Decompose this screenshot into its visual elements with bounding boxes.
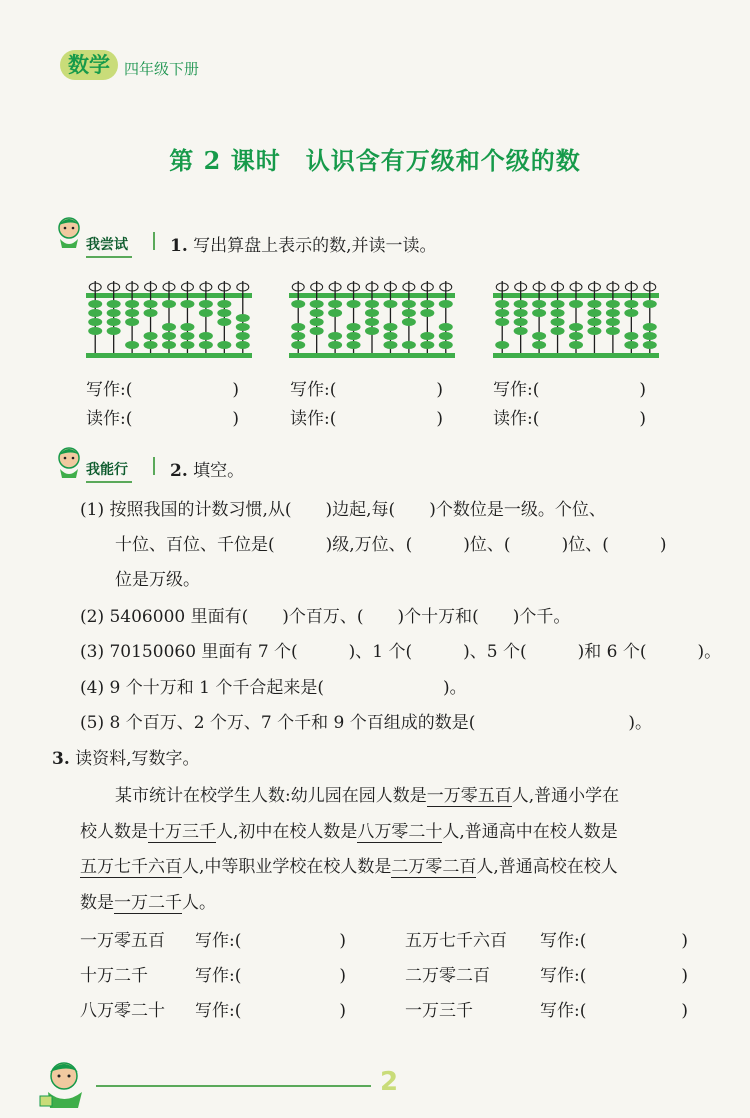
number-word: 八万零二十 [80, 1001, 165, 1021]
fill-item-1-line-1: (1) 按照我国的计数习惯,从( )边起,每( )个数位是一级。个位、 [80, 500, 606, 520]
close-paren: ) [681, 931, 689, 951]
question-number: 3. [52, 749, 70, 769]
abacus-bead [495, 341, 509, 349]
abacus-bead [347, 300, 361, 308]
abacus-bead [199, 309, 213, 317]
abacus-bead [217, 300, 231, 308]
abacus-bead [144, 309, 158, 317]
number-word: 十万二千 [80, 966, 148, 986]
abacus-bead [495, 318, 509, 326]
underlined-number-word: 二万零二百 [391, 857, 477, 877]
abacus-bead [643, 341, 657, 349]
abacus-bead [383, 341, 397, 349]
question-2 [170, 456, 244, 481]
paragraph-text: 某市统计在校学生人数:幼儿园在园人数是 [115, 786, 427, 806]
paragraph-text: 人,初中在校人数是 [216, 822, 358, 842]
write-row-2-left [80, 961, 346, 986]
close-paren: ) [339, 931, 347, 951]
abacus-bead [569, 323, 583, 331]
abacus-bead [217, 341, 231, 349]
abacus-bead [88, 300, 102, 308]
close-paren: ) [639, 409, 647, 429]
abacus-bead [402, 309, 416, 317]
abacus-bead [217, 309, 231, 317]
footer-rule [96, 1085, 371, 1087]
question-text: 填空。 [193, 461, 245, 481]
abacus-bead [328, 332, 342, 340]
abacus-bead [199, 332, 213, 340]
abacus-1-write [86, 375, 239, 400]
read-label: 读作:( [86, 409, 133, 429]
abacus-3-read [493, 404, 646, 429]
abacus-bead [310, 300, 324, 308]
abacus-bead [310, 327, 324, 335]
abacus-bead [606, 327, 620, 335]
paragraph-line-1 [115, 781, 619, 806]
child-mascot-icon [52, 445, 86, 479]
abacus-bead [347, 341, 361, 349]
abacus-bead [402, 318, 416, 326]
abacus-bead [107, 309, 121, 317]
abacus-bead [643, 332, 657, 340]
underlined-number-word: 一万零五百 [426, 786, 512, 806]
abacus-bead [180, 341, 194, 349]
lesson-title: 第 2 课时 认识含有万级和个级的数 [169, 146, 581, 175]
paragraph-line-4 [80, 888, 216, 913]
abacus-bead [180, 300, 194, 308]
abacus-bead [402, 341, 416, 349]
abacus-bead [310, 318, 324, 326]
abacus-1 [86, 279, 252, 359]
abacus-bead [236, 323, 250, 331]
abacus-bead [495, 309, 509, 317]
paragraph-text: 数是 [80, 893, 114, 913]
tag-divider [153, 457, 155, 475]
abacus-bead [624, 300, 638, 308]
abacus-bead [365, 327, 379, 335]
write-row-3-left [80, 996, 346, 1021]
abacus-bead [402, 300, 416, 308]
read-label: 读作:( [493, 409, 540, 429]
write-label: 写作:( [195, 966, 242, 986]
fill-item-5: (5) 8 个百万、2 个万、7 个千和 9 个百组成的数是( )。 [80, 713, 653, 733]
child-mascot-icon [38, 1058, 94, 1110]
abacus-bead [347, 332, 361, 340]
abacus-bead [383, 323, 397, 331]
underlined-number-word: 十万三千 [148, 822, 216, 842]
abacus-bead [107, 318, 121, 326]
abacus-bead [587, 309, 601, 317]
fill-item-1-line-2: 十位、百位、千位是( )级,万位、( )位、( )位、( ) [115, 535, 667, 555]
number-word: 一万三千 [405, 1001, 473, 1021]
abacus-bead [551, 327, 565, 335]
abacus-bead [291, 323, 305, 331]
grade-label: 四年级下册 [124, 60, 200, 78]
write-label: 写作:( [493, 380, 540, 400]
abacus-bead [532, 309, 546, 317]
fill-item-4: (4) 9 个十万和 1 个千合起来是( )。 [80, 678, 467, 698]
abacus-bead [144, 341, 158, 349]
abacus-bead [88, 327, 102, 335]
write-label: 写作:( [540, 931, 587, 951]
underlined-number-word: 五万七千六百 [80, 857, 182, 877]
abacus-bead [439, 323, 453, 331]
abacus-bead [532, 300, 546, 308]
abacus-bead [643, 323, 657, 331]
abacus-bead [514, 300, 528, 308]
abacus-bead [532, 341, 546, 349]
paragraph-line-3 [80, 852, 618, 877]
abacus-bead [180, 332, 194, 340]
paragraph-line-2 [80, 817, 618, 842]
abacus-bead [365, 300, 379, 308]
underlined-number-word: 一万二千 [114, 893, 182, 913]
write-row-1-right [405, 926, 688, 951]
can-tag: 我能行 [86, 459, 132, 483]
abacus-bead [88, 318, 102, 326]
abacus-bead [199, 300, 213, 308]
write-row-3-right [405, 996, 688, 1021]
close-paren: ) [681, 1001, 689, 1021]
abacus-bead [606, 300, 620, 308]
paragraph-text: 校人数是 [80, 822, 148, 842]
abacus-bead [569, 332, 583, 340]
child-mascot-icon [52, 215, 86, 249]
abacus-bead [569, 341, 583, 349]
write-label: 写作:( [540, 966, 587, 986]
close-paren: ) [436, 409, 444, 429]
close-paren: ) [681, 966, 689, 986]
paragraph-text: 人,普通高中在校人数是 [442, 822, 618, 842]
abacus-bead [291, 341, 305, 349]
abacus-bead [328, 341, 342, 349]
close-paren: ) [339, 966, 347, 986]
abacus-1-read [86, 404, 239, 429]
abacus-bead [328, 300, 342, 308]
subject-badge: 数学 [60, 50, 118, 80]
abacus-bead [236, 314, 250, 322]
abacus-bead [144, 300, 158, 308]
abacus-2 [289, 279, 455, 359]
abacus-bead [328, 309, 342, 317]
abacus-2-read [290, 404, 443, 429]
abacus-bead [180, 323, 194, 331]
abacus-bead [587, 327, 601, 335]
abacus-bead [217, 318, 231, 326]
question-number: 1. [170, 236, 188, 256]
number-word: 一万零五百 [80, 931, 165, 951]
abacus-bead [347, 323, 361, 331]
write-label: 写作:( [540, 1001, 587, 1021]
abacus-bead [514, 309, 528, 317]
abacus-bead [643, 300, 657, 308]
question-text: 写出算盘上表示的数,并读一读。 [193, 236, 437, 256]
abacus-bead [495, 300, 509, 308]
abacus-bead [125, 318, 139, 326]
abacus-bead [569, 300, 583, 308]
abacus-bead [439, 300, 453, 308]
abacus-bead [420, 300, 434, 308]
abacus-bead [236, 341, 250, 349]
abacus-bead [291, 300, 305, 308]
abacus-bead [514, 327, 528, 335]
fill-item-1-line-3: 位是万级。 [115, 570, 200, 590]
abacus-bead [420, 309, 434, 317]
question-text: 读资料,写数字。 [75, 749, 200, 769]
abacus-bead [144, 332, 158, 340]
abacus-bead [310, 309, 324, 317]
close-paren: ) [232, 380, 240, 400]
close-paren: ) [436, 380, 444, 400]
number-word: 五万七千六百 [405, 931, 507, 951]
abacus-bead [587, 300, 601, 308]
underlined-number-word: 八万零二十 [357, 822, 443, 842]
paragraph-text: 人,普通高校在校人 [476, 857, 618, 877]
abacus-bead [107, 327, 121, 335]
abacus-bead [420, 332, 434, 340]
question-1 [170, 231, 437, 256]
number-word: 二万零二百 [405, 966, 490, 986]
abacus-bead [107, 300, 121, 308]
paragraph-text: 人,普通小学在 [511, 786, 620, 806]
abacus-bead [420, 341, 434, 349]
fill-item-3: (3) 70150060 里面有 7 个( )、1 个( )、5 个( )和 6 个( )。 [80, 642, 722, 662]
abacus-bead [236, 332, 250, 340]
abacus-bead [365, 309, 379, 317]
abacus-bead [551, 300, 565, 308]
abacus-bead [624, 332, 638, 340]
abacus-bead [606, 309, 620, 317]
abacus-bead [125, 300, 139, 308]
abacus-bead [514, 318, 528, 326]
abacus-3 [493, 279, 659, 359]
fill-item-2: (2) 5406000 里面有( )个百万、( )个十万和( )个千。 [80, 607, 571, 627]
abacus-bead [383, 300, 397, 308]
abacus-bead [587, 318, 601, 326]
write-label: 写作:( [290, 380, 337, 400]
abacus-bead [624, 309, 638, 317]
abacus-bead [162, 323, 176, 331]
question-3 [52, 744, 200, 769]
write-label: 写作:( [86, 380, 133, 400]
abacus-bead [199, 341, 213, 349]
close-paren: ) [639, 380, 647, 400]
abacus-bead [125, 341, 139, 349]
write-label: 写作:( [195, 931, 242, 951]
abacus-bead [439, 332, 453, 340]
question-number: 2. [170, 461, 188, 481]
write-row-2-right [405, 961, 688, 986]
abacus-2-write [290, 375, 443, 400]
abacus-bead [606, 318, 620, 326]
abacus-bead [162, 341, 176, 349]
close-paren: ) [232, 409, 240, 429]
paragraph-text: 人,中等职业学校在校人数是 [182, 857, 392, 877]
abacus-bead [551, 318, 565, 326]
page-number: 2 [380, 1067, 399, 1097]
try-tag: 我尝试 [86, 234, 132, 258]
read-label: 读作:( [290, 409, 337, 429]
abacus-bead [291, 332, 305, 340]
abacus-bead [88, 309, 102, 317]
abacus-3-write [493, 375, 646, 400]
abacus-bead [383, 332, 397, 340]
abacus-bead [551, 309, 565, 317]
paragraph-text: 人。 [182, 893, 216, 913]
abacus-bead [162, 300, 176, 308]
abacus-bead [439, 341, 453, 349]
close-paren: ) [339, 1001, 347, 1021]
abacus-bead [365, 318, 379, 326]
tag-divider [153, 232, 155, 250]
abacus-bead [532, 332, 546, 340]
abacus-bead [162, 332, 176, 340]
write-label: 写作:( [195, 1001, 242, 1021]
abacus-bead [125, 309, 139, 317]
abacus-bead [624, 341, 638, 349]
write-row-1-left [80, 926, 346, 951]
